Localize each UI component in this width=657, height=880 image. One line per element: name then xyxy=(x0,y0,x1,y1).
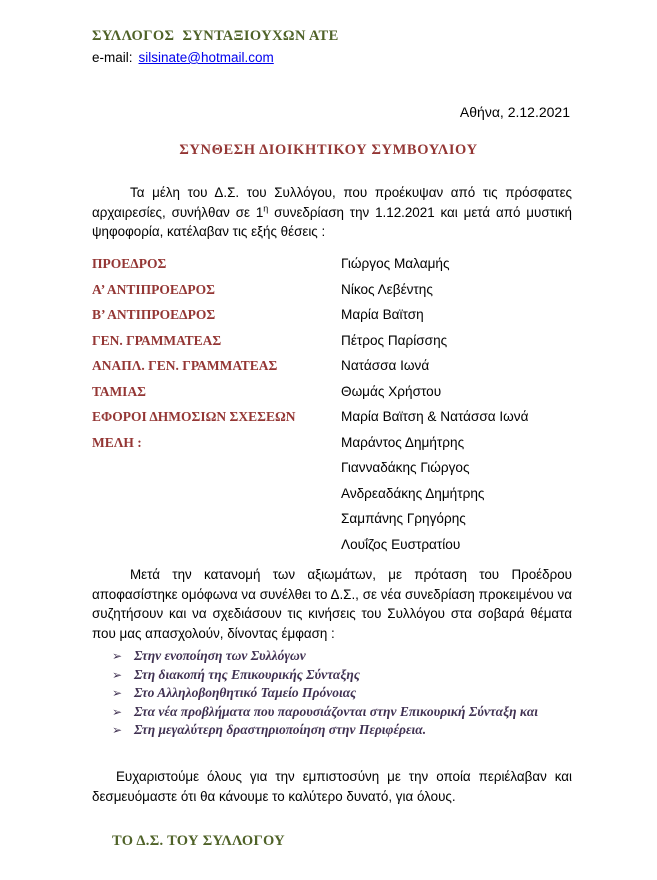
board-list xyxy=(92,256,572,562)
intro-superscript: η xyxy=(263,203,269,214)
focus-item-text: Στο Αλληλοβοηθητικό Ταμείο Πρόνοιας xyxy=(134,685,357,700)
intro-paragraph xyxy=(92,183,572,242)
email-link[interactable]: silsinate@hotmail.com xyxy=(138,50,274,65)
board-row xyxy=(92,384,572,410)
document-date: Αθήνα, 2.12.2021 xyxy=(459,104,570,120)
board-role: ΠΡΟΕΔΡΟΣ xyxy=(92,256,167,271)
list-item xyxy=(112,666,572,685)
list-item xyxy=(112,721,572,740)
board-role: ΓΕΝ. ΓΡΑΜΜΑΤΕΑΣ xyxy=(92,332,222,348)
board-member-name: Νίκος Λεβέντης xyxy=(341,281,433,297)
board-row xyxy=(92,486,572,512)
arrow-bullet-icon: ➢ xyxy=(112,723,123,737)
board-role: ΕΦΟΡΟΙ ΔΗΜΟΣΙΩΝ ΣΧΕΣΕΩΝ xyxy=(92,409,296,424)
focus-item-text: Στη μεγαλύτερη δραστηριοποίηση στην Περιφέρεια. xyxy=(134,722,427,737)
email-line xyxy=(92,50,274,65)
focus-list xyxy=(112,647,572,740)
board-member-name: Μαράντος Δημήτρης xyxy=(341,434,465,450)
board-role: ΜΕΛΗ : xyxy=(92,434,142,450)
arrow-bullet-icon: ➢ xyxy=(112,686,123,700)
board-member-name: Θωμάς Χρήστου xyxy=(341,383,442,399)
intro-text-1: Τα μέλη του Δ.Σ. του Συλλόγου, που προέκυψαν από τις πρόσφατες αρχαιρεσίες, συνήλθαν σε 1 xyxy=(92,185,572,220)
list-item xyxy=(112,684,572,703)
board-row xyxy=(92,409,572,435)
decision-paragraph: Μετά την κατανομή των αξιωμάτων, με πρόταση του Προέδρου αποφασίστηκε ομόφωνα να συνέλθει το Δ.Σ., σε νέα συνεδρίαση προκειμένου να συζητήσουν και να σχεδιάσουν τις κινήσεις του Συλλόγου στα σοβαρά θέματα που μας απασχολούν, δίνοντας έμφαση : xyxy=(92,567,572,641)
board-member-name: Μαρία Βαϊτση xyxy=(341,307,424,322)
board-member-name: Νατάσσα Ιωνά xyxy=(341,358,430,373)
list-item xyxy=(112,703,572,722)
board-member-name: Λουΐζος Ευστρατίου xyxy=(341,536,461,552)
document-title: ΣΥΝΘΕΣΗ ΔΙΟΙΚΗΤΙΚΟΥ ΣΥΜΒΟΥΛΙΟΥ xyxy=(179,142,478,158)
board-row xyxy=(92,282,572,308)
board-row xyxy=(92,256,572,282)
board-row xyxy=(92,435,572,461)
board-row xyxy=(92,537,572,563)
board-member-name: Γιανναδάκης Γιώργος xyxy=(341,460,470,475)
email-label: e-mail: xyxy=(92,50,133,65)
board-member-name: Σαμπάνης Γρηγόρης xyxy=(341,511,466,526)
intro-text-2: συνεδρίαση την 1.12.2021 και μετά από μυστική ψηφοφορία, κατέλαβαν τις εξής θέσεις : xyxy=(92,204,572,239)
list-item xyxy=(112,647,572,666)
board-member-name: Μαρία Βαϊτση & Νατάσσα Ιωνά xyxy=(341,409,529,424)
board-role: ΤΑΜΙΑΣ xyxy=(92,383,147,399)
arrow-bullet-icon: ➢ xyxy=(112,667,123,682)
thanks-paragraph: Ευχαριστούμε όλους για την εμπιστοσύνη με την οποία περιέλαβαν και δεσμευόμαστε ότι θα κάνουμε το καλύτερο δυνατό, για όλους. xyxy=(92,769,572,804)
board-row xyxy=(92,333,572,359)
focus-item-text: Στα νέα προβλήματα που παρουσιάζονται στην Επικουρική Σύνταξη και xyxy=(134,703,539,719)
board-member-name: Γιώργος Μαλαμής xyxy=(341,256,450,271)
board-row xyxy=(92,358,572,384)
arrow-bullet-icon: ➢ xyxy=(112,704,123,719)
board-role: ΑΝΑΠΛ. ΓΕΝ. ΓΡΑΜΜΑΤΕΑΣ xyxy=(92,358,278,373)
board-member-name: Πέτρος Παρίσσης xyxy=(341,332,448,348)
focus-item-text: Στη διακοπή της Επικουρικής Σύνταξης xyxy=(134,666,360,682)
arrow-bullet-icon: ➢ xyxy=(112,649,123,663)
org-name: ΣΥΛΛΟΓΟΣ ΣΥΝΤΑΞΙΟΥΧΩΝ ΑΤΕ xyxy=(92,28,339,44)
board-member-name: Ανδρεαδάκης Δημήτρης xyxy=(341,485,485,501)
signature: ΤΟ Δ.Σ. ΤΟΥ ΣΥΛΛΟΓΟΥ xyxy=(112,833,285,849)
board-role: Β’ ΑΝΤΙΠΡΟΕΔΡΟΣ xyxy=(92,307,216,322)
board-row xyxy=(92,460,572,486)
board-role: Α’ ΑΝΤΙΠΡΟΕΔΡΟΣ xyxy=(92,281,215,297)
board-row xyxy=(92,511,572,537)
board-row xyxy=(92,307,572,333)
focus-item-text: Στην ενοποίηση των Συλλόγων xyxy=(134,648,306,663)
